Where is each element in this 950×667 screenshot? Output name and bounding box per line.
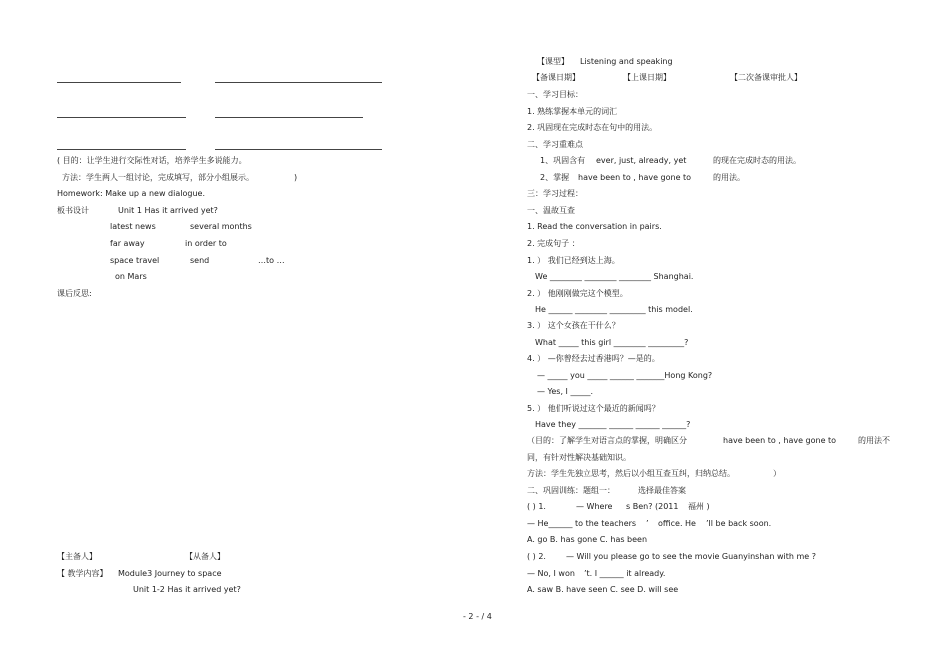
review-item: 2. 完成句子 ：	[527, 239, 580, 248]
board-item: latest news	[110, 222, 156, 231]
exercise-answer-line: We ________ ________ ________ Shanghai.	[535, 272, 694, 281]
board-title: Unit 1 Has it arrived yet?	[118, 206, 218, 215]
second-approver: 【二次备课审批人】	[730, 73, 802, 82]
key-point-text: ever, just, already, yet	[596, 156, 687, 165]
key-point-text: have been to , have gone to	[578, 173, 692, 182]
class-date: 【上课日期】	[623, 73, 671, 82]
mc-question: ’ll be back soon.	[706, 519, 772, 528]
mc-options: A. go B. has gone C. has been	[527, 535, 648, 544]
board-item: in order to	[185, 239, 227, 248]
subsection-title: 一、温故互查	[527, 206, 575, 215]
content-unit: Unit 1-2 Has it arrived yet?	[133, 585, 241, 594]
section-title: 一、学习目标：	[527, 90, 583, 99]
mc-question: ( ) 2.	[527, 552, 546, 561]
mc-question: — No, I won	[527, 569, 575, 578]
mc-question: ’	[646, 519, 649, 528]
blank-line	[57, 117, 186, 118]
homework-text: Homework: Make up a new dialogue.	[57, 189, 205, 198]
exercise-answer-line: — Yes, I _____.	[537, 387, 593, 396]
mc-question: 福州 )	[688, 502, 710, 511]
aim-text: 的用法不	[858, 436, 890, 445]
mc-question: office. He	[658, 519, 696, 528]
board-item: on Mars	[115, 272, 147, 281]
method-text: 方法：学生先独立思考，然后以小组互查互纠，归纳总结。	[527, 469, 735, 478]
blank-line	[57, 82, 181, 83]
reflection-label: 课后反思:	[57, 289, 92, 298]
key-point-text: 的现在完成时态的用法。	[713, 156, 801, 165]
content-module: Module3 Journey to space	[118, 569, 222, 578]
aim-text: 同，有针对性解决基础知识。	[527, 453, 631, 462]
mc-question: s Ben? (2011	[626, 502, 679, 511]
method-close: ）	[773, 469, 781, 478]
purpose-text: ( 目的：让学生进行交际性对话，培养学生多说能力。	[57, 156, 247, 165]
blank-line	[215, 149, 382, 150]
exercise-answer-line: — _____ you _____ ______ _______Hong Kong?	[537, 371, 713, 380]
prep-date: 【备课日期】	[532, 73, 580, 82]
exercise-question: 4. ） —你曾经去过香港吗？—是的。	[527, 354, 660, 363]
exercise-question: 5. ） 他们听说过这个最近的新闻吗？	[527, 404, 660, 413]
mc-question: — Where	[576, 502, 613, 511]
practice-title: 二、巩固训练：题组一：	[527, 486, 615, 495]
board-item: space travel	[110, 256, 160, 265]
mc-question: — Will you please go to see the movie Guanyinshan with me ?	[566, 552, 816, 561]
co-preparer: 【从备人】	[185, 552, 225, 561]
method-close: )	[294, 173, 298, 182]
board-item: send	[190, 256, 210, 265]
aim-text: （目的：了解学生对语言点的掌握，明确区分	[527, 436, 687, 445]
mc-options: A. saw B. have seen C. see D. will see	[527, 585, 679, 594]
page-number: - 2 - / 4	[463, 612, 492, 621]
mc-question: ( ) 1.	[527, 502, 546, 511]
exercise-question: 2. ） 他刚刚做完这个模型。	[527, 289, 628, 298]
exercise-question: 1. ） 我们已经到达上海。	[527, 256, 620, 265]
board-item: …to …	[258, 256, 285, 265]
review-item: 1. Read the conversation in pairs.	[527, 222, 662, 231]
board-item: several months	[190, 222, 252, 231]
exercise-answer-line: He ______ ________ _________ this model.	[535, 305, 693, 314]
practice-subtitle: 选择最佳答案	[638, 486, 686, 495]
section-title: 二、学习重难点	[527, 140, 583, 149]
exercise-answer-line: Have they _______ ______ ______ ______?	[535, 420, 691, 429]
board-item: far away	[110, 239, 145, 248]
goal-item: 1. 熟练掌握本单元的词汇	[527, 107, 618, 116]
method-text: 方法：学生两人一组讨论，完成填写，部分小组展示。	[62, 173, 254, 182]
key-point-text: 2、掌握	[540, 173, 570, 182]
key-point-text: 1、巩固含有	[540, 156, 586, 165]
mc-question: — He______ to the teachers	[527, 519, 637, 528]
goal-item: 2. 巩固现在完成时态在句中的用法。	[527, 123, 658, 132]
main-preparer: 【主备人】	[57, 552, 97, 561]
section-title: 三：学习过程：	[527, 189, 583, 198]
blank-line	[215, 117, 363, 118]
blank-line	[57, 149, 186, 150]
mc-question: ’t. I ______ it already.	[584, 569, 666, 578]
lesson-type-label: 【课型】	[537, 57, 569, 66]
exercise-answer-line: What _____ this girl ________ _________?	[535, 338, 689, 347]
key-point-text: 的用法。	[713, 173, 745, 182]
aim-text: have been to , have gone to	[723, 436, 837, 445]
lesson-type: Listening and speaking	[580, 57, 673, 66]
board-label: 板书设计	[57, 206, 89, 215]
content-label: 【 教学内容】	[57, 569, 108, 578]
blank-line	[215, 82, 382, 83]
exercise-question: 3. ） 这个女孩在干什么？	[527, 321, 620, 330]
